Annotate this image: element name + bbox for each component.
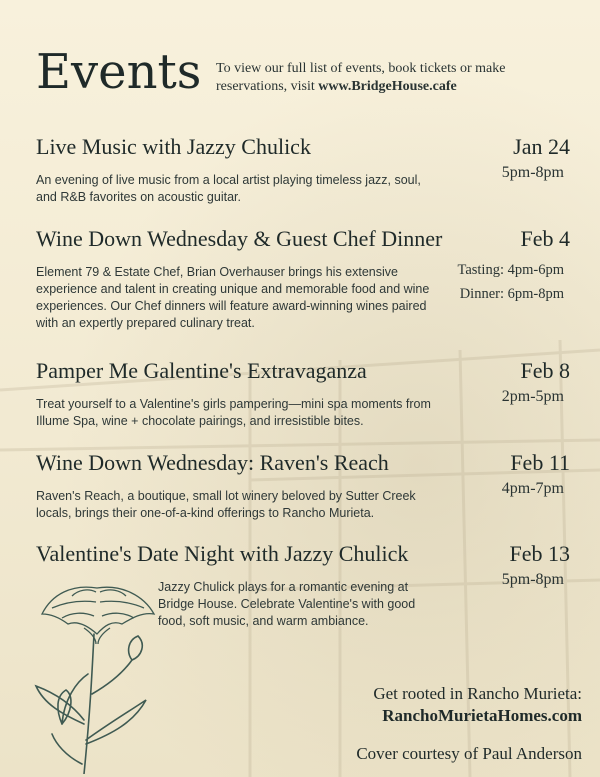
header-note-text: To view our full list of events, book tickets or make reservations, visit — [216, 61, 506, 94]
event-date: Feb 11 — [510, 450, 570, 475]
event-time: 5pm-8pm — [501, 164, 564, 181]
event-title: Wine Down Wednesday: Raven's Reach — [36, 450, 389, 475]
footer-tagline: Get rooted in Rancho Murieta: — [373, 684, 582, 703]
event-time: 5pm-8pm — [501, 571, 564, 588]
event-description: Element 79 & Estate Chef, Brian Overhauser brings his extensive experience and talent in creating unique and memorable food and wine experiences. Our Chef dinners will feature award-winning wines paired with an expertly prepared culinary treat. — [36, 265, 430, 330]
event-description: Raven's Reach, a boutique, small lot winery beloved by Sutter Creek locals, brings their one-of-a-kind offerings to Rancho Murieta. — [36, 489, 416, 520]
page-title: Events — [36, 44, 202, 100]
event-title: Pamper Me Galentine's Extravaganza — [36, 358, 367, 383]
event-time: Tasting: 4pm-6pm — [457, 262, 564, 278]
event-item — [36, 226, 570, 336]
event-description: Treat yourself to a Valentine's girls pampering—mini spa moments from Illume Spa, wine + chocolate pairings, and irresistible bites. — [36, 397, 431, 428]
footer-credit: Cover courtesy of Paul Anderson — [356, 744, 582, 763]
event-item — [36, 358, 570, 438]
event-description: An evening of live music from a local artist playing timeless jazz, soul, and R&B favorites on acoustic guitar. — [36, 173, 421, 204]
event-time: 2pm-5pm — [501, 388, 564, 405]
event-item — [36, 134, 570, 214]
carnation-illustration-icon — [22, 574, 172, 774]
event-date: Jan 24 — [513, 134, 570, 159]
event-date: Feb 13 — [509, 541, 570, 566]
bridgehouse-link[interactable]: www.BridgeHouse.cafe — [318, 79, 457, 94]
event-item — [36, 450, 570, 530]
event-time: 4pm-7pm — [501, 480, 564, 497]
header-note — [216, 60, 546, 96]
event-date: Feb 8 — [520, 358, 570, 383]
event-description: Jazzy Chulick plays for a romantic evening at Bridge House. Celebrate Valentine's with good food, soft music, and warm ambiance. — [158, 580, 416, 628]
events-header — [36, 44, 576, 114]
event-title: Valentine's Date Night with Jazzy Chulick — [36, 541, 409, 566]
event-title: Wine Down Wednesday & Guest Chef Dinner — [36, 226, 443, 251]
event-date: Feb 4 — [520, 226, 570, 251]
event-title: Live Music with Jazzy Chulick — [36, 134, 311, 159]
event-time: Dinner: 6pm-8pm — [459, 286, 564, 302]
footer-website-link[interactable]: RanchoMurietaHomes.com — [382, 706, 582, 725]
